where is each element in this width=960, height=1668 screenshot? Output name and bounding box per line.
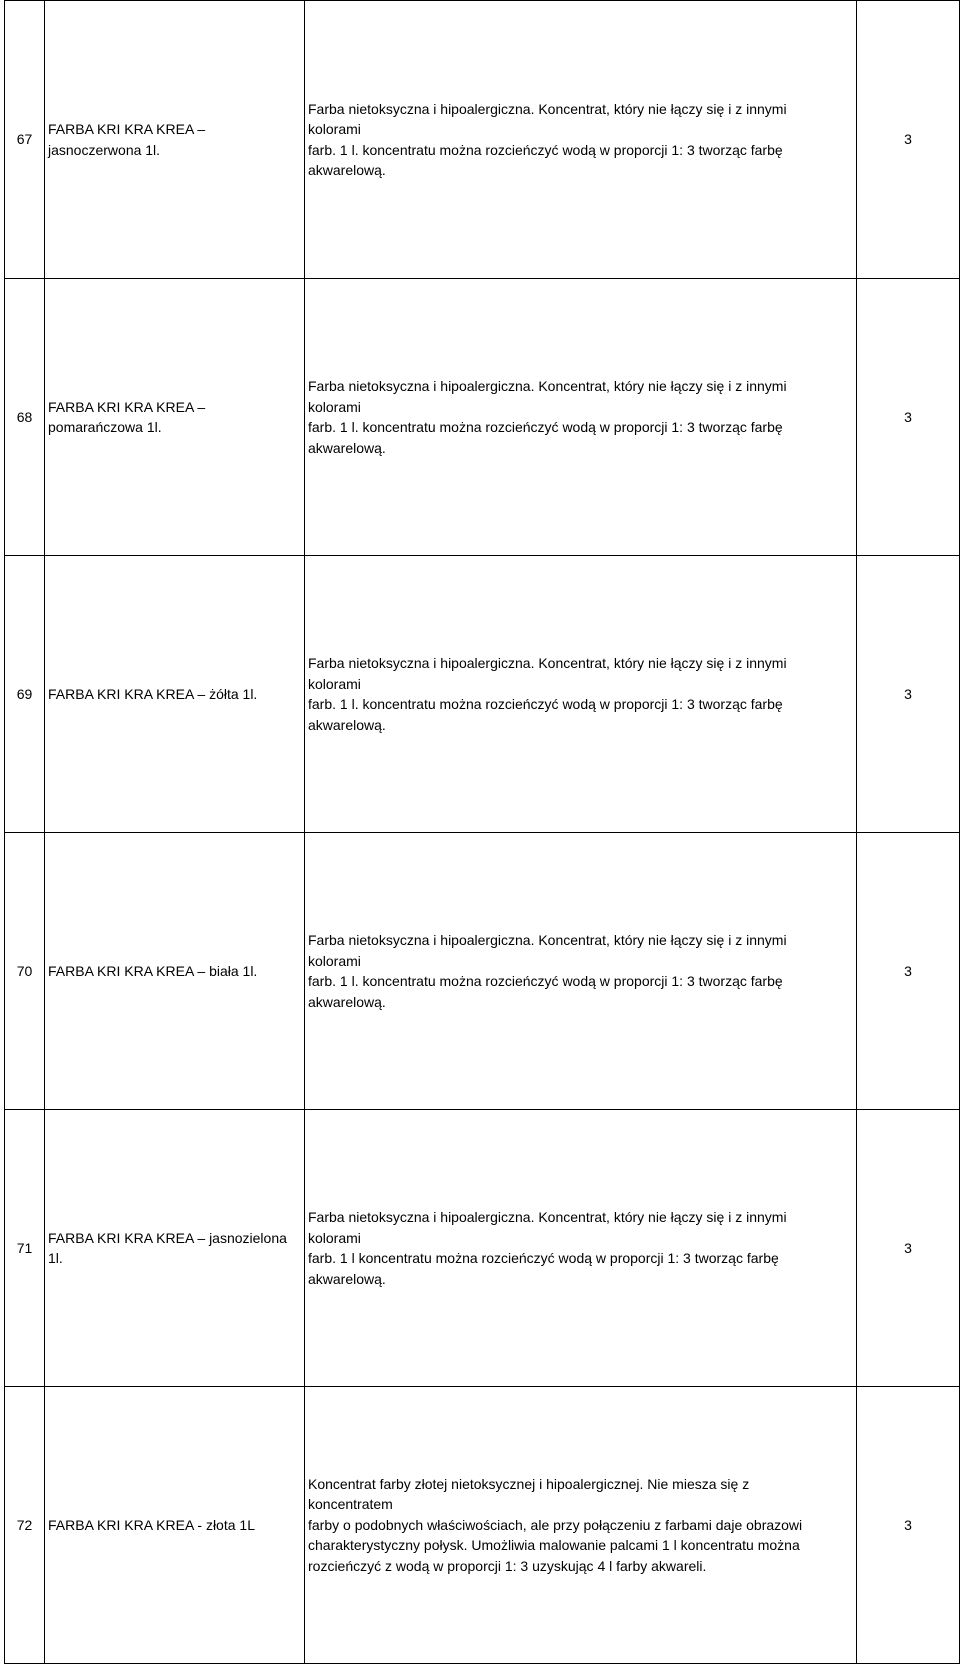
row-number: 67	[5, 1, 45, 279]
quantity-cell: 3	[857, 1110, 960, 1387]
product-description-line: Farba nietoksyczna i hipoalergiczna. Koncentrat, który nie łączy się i z innymi	[308, 655, 787, 671]
product-description-line: kolorami	[308, 675, 361, 692]
product-description-line: Farba nietoksyczna i hipoalergiczna. Koncentrat, który nie łączy się i z innymi	[308, 1209, 787, 1225]
product-description-line: kolorami	[308, 398, 361, 415]
product-description-line: akwarelową.	[308, 993, 386, 1010]
product-name-cell	[45, 1387, 305, 1664]
product-description-cell	[305, 556, 857, 833]
table-row	[5, 833, 960, 1110]
product-description-cell	[305, 1110, 857, 1387]
product-description-line: charakterystyczny połysk. Umożliwia malowanie palcami 1 l koncentratu można	[308, 1537, 800, 1554]
product-name-cell	[45, 1, 305, 279]
product-description-line: farb. 1 l. koncentratu można rozcieńczyć wodą w proporcji 1: 3 tworząc farbę	[308, 696, 783, 712]
quantity-cell: 3	[857, 833, 960, 1110]
product-description-line: akwarelową.	[308, 1270, 386, 1287]
product-description-line: Farba nietoksyczna i hipoalergiczna. Koncentrat, który nie łączy się i z innymi	[308, 932, 787, 948]
product-table	[4, 0, 960, 1664]
product-description-cell	[305, 1387, 857, 1664]
row-number: 68	[5, 279, 45, 556]
product-description-line: farby o podobnych właściwościach, ale przy połączeniu z farbami daje obrazowi	[308, 1516, 803, 1533]
product-name-cell	[45, 833, 305, 1110]
product-name-cell	[45, 279, 305, 556]
product-description-line: Farba nietoksyczna i hipoalergiczna. Koncentrat, który nie łączy się i z innymi	[308, 378, 787, 394]
quantity-cell: 3	[857, 279, 960, 556]
product-description-cell	[305, 279, 857, 556]
quantity-cell: 3	[857, 1387, 960, 1664]
row-number: 72	[5, 1387, 45, 1664]
product-description-line: farb. 1 l. koncentratu można rozcieńczyć wodą w proporcji 1: 3 tworząc farbę	[308, 419, 783, 435]
product-name-line: FARBA KRI KRA KREA – jasnozielona	[48, 1229, 287, 1246]
product-name-cell	[45, 1110, 305, 1387]
product-name-line: jasnoczerwona 1l.	[48, 141, 161, 158]
product-name-line: FARBA KRI KRA KREA – biała 1l.	[48, 962, 258, 979]
product-name-line: FARBA KRI KRA KREA – żółta 1l.	[48, 685, 258, 702]
product-description-line: koncentratem	[308, 1496, 393, 1513]
product-description-line: rozcieńczyć z wodą w proporcji 1: 3 uzyskując 4 l farby akwareli.	[308, 1557, 707, 1574]
table-row	[5, 1110, 960, 1387]
product-description-line: akwarelową.	[308, 716, 386, 733]
product-name-line: FARBA KRI KRA KREA - złota 1L	[48, 1516, 255, 1533]
product-description-cell	[305, 1, 857, 279]
product-description-line: farb. 1 l koncentratu można rozcieńczyć wodą w proporcji 1: 3 tworząc farbę	[308, 1250, 779, 1266]
product-description-line: akwarelową.	[308, 162, 386, 178]
product-description-line: Farba nietoksyczna i hipoalergiczna. Koncentrat, który nie łączy się i z innymi	[308, 100, 787, 117]
row-number: 69	[5, 556, 45, 833]
quantity-cell: 3	[857, 556, 960, 833]
product-name-cell	[45, 556, 305, 833]
product-description-line: akwarelową.	[308, 439, 386, 456]
quantity-cell: 3	[857, 1, 960, 279]
product-table-body	[5, 1, 960, 1664]
product-description-cell	[305, 833, 857, 1110]
product-name-line: pomarańczowa 1l.	[48, 419, 162, 435]
product-name-line: FARBA KRI KRA KREA –	[48, 121, 206, 137]
product-description-line: farb. 1 l. koncentratu można rozcieńczyć wodą w proporcji 1: 3 tworząc farbę	[308, 973, 783, 989]
product-name-line: FARBA KRI KRA KREA –	[48, 398, 206, 415]
product-description-line: kolorami	[308, 1229, 361, 1246]
row-number: 71	[5, 1110, 45, 1387]
table-row	[5, 556, 960, 833]
row-number: 70	[5, 833, 45, 1110]
table-row	[5, 1387, 960, 1664]
product-description-line: farb. 1 l. koncentratu można rozcieńczyć wodą w proporcji 1: 3 tworząc farbę	[308, 141, 783, 158]
product-name-line: 1l.	[48, 1250, 63, 1266]
product-description-line: kolorami	[308, 952, 361, 969]
product-description-line: Koncentrat farby złotej nietoksycznej i hipoalergicznej. Nie miesza się z	[308, 1475, 750, 1492]
table-row	[5, 1, 960, 279]
product-description-line: kolorami	[308, 121, 361, 137]
table-row	[5, 279, 960, 556]
